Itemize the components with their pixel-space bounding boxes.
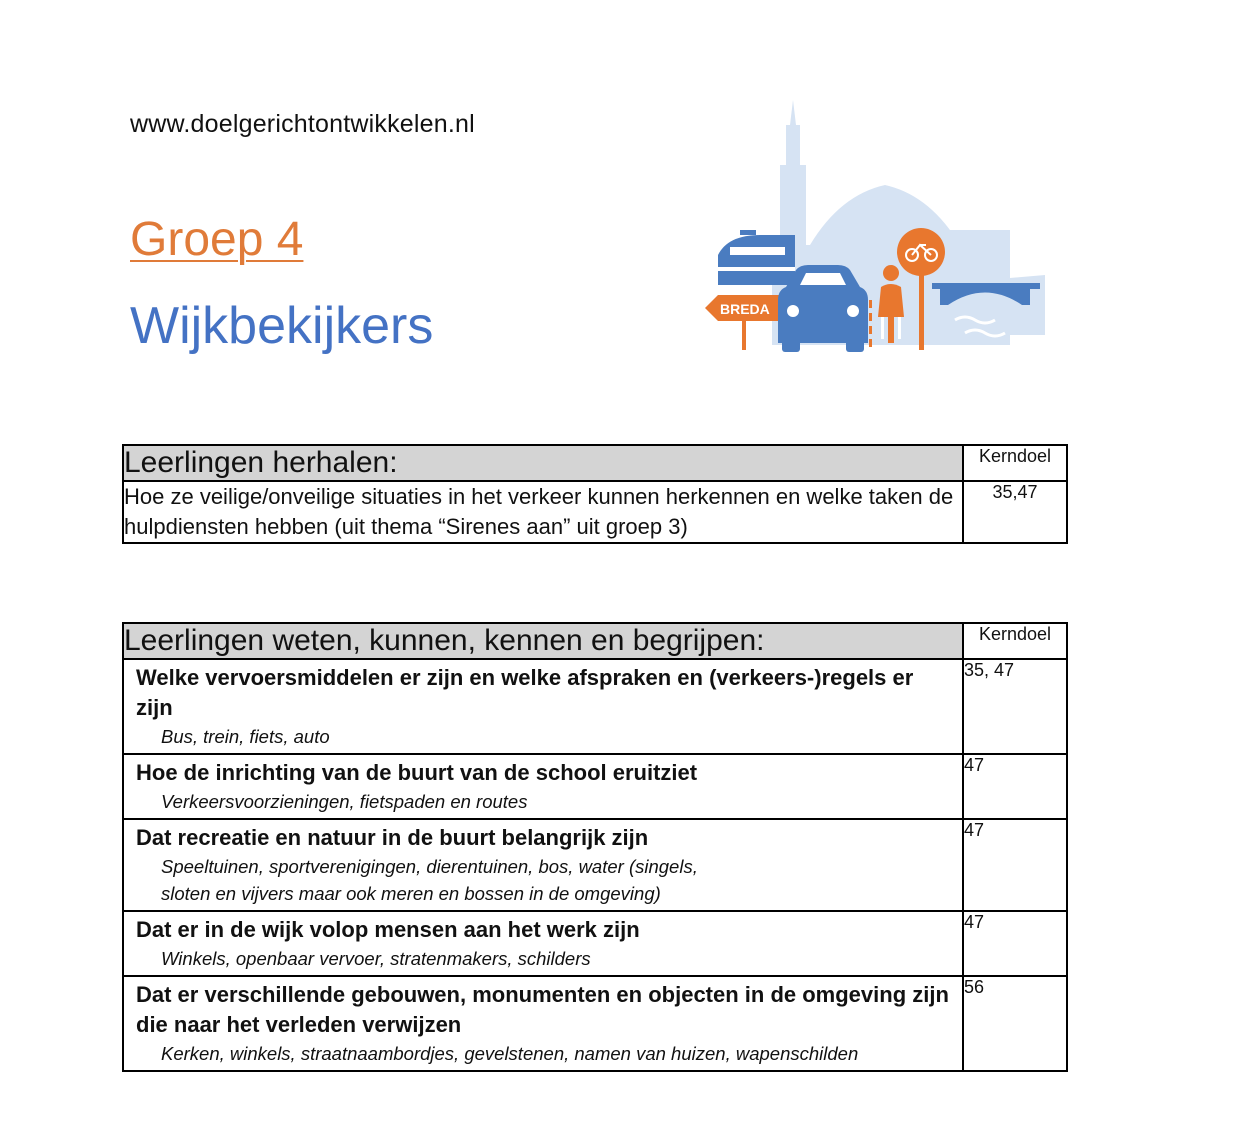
goal-examples: Verkeersvoorzieningen, fietspaden en routes	[161, 791, 528, 812]
table-row	[123, 659, 1067, 754]
kerndoel-header: Kerndoel	[963, 445, 1067, 481]
table-row	[123, 819, 1067, 911]
table-header-row	[123, 623, 1067, 659]
kerndoel-value: 47	[963, 819, 1067, 911]
goal-examples: Winkels, openbaar vervoer, stratenmakers, schilders	[161, 948, 591, 969]
breda-sign-icon	[705, 295, 782, 350]
kerndoel-value: 56	[963, 976, 1067, 1071]
kerndoel-value: 35, 47	[963, 659, 1067, 754]
traffic-city-illustration	[700, 95, 1045, 355]
table-row	[123, 976, 1067, 1071]
kerndoel-value: 47	[963, 911, 1067, 976]
table-row	[123, 911, 1067, 976]
table-row	[123, 481, 1067, 543]
table-header-row	[123, 445, 1067, 481]
goals-table-header: Leerlingen weten, kunnen, kennen en begrijpen:	[123, 623, 963, 659]
goal-title: Dat recreatie en natuur in de buurt belangrijk zijn	[136, 825, 649, 850]
goal-title: Hoe de inrichting van de buurt van de school eruitziet	[136, 760, 698, 785]
group-title: Groep 4	[130, 213, 304, 266]
goals-table	[122, 622, 1068, 1072]
goal-title: Welke vervoersmiddelen er zijn en welke afspraken en (verkeers-)regels er zijn	[136, 665, 914, 720]
repeat-table-header: Leerlingen herhalen:	[123, 445, 963, 481]
repeat-table	[122, 444, 1068, 544]
kerndoel-header: Kerndoel	[963, 623, 1067, 659]
goal-text: Hoe ze veilige/onveilige situaties in het verkeer kunnen herkennen en welke taken de hulpdiensten hebben (uit thema “Sirenes aan” uit groep 3)	[123, 481, 963, 543]
goal-title: Dat er verschillende gebouwen, monumenten en objecten in de omgeving zijn die naar het verleden verwijzen	[136, 982, 949, 1037]
goal-title: Dat er in de wijk volop mensen aan het werk zijn	[136, 917, 640, 942]
goal-examples: Speeltuinen, sportverenigingen, dierentuinen, bos, water (singels, sloten en vijvers maar ook meren en bossen in de omgeving)	[161, 856, 698, 904]
goal-examples: Kerken, winkels, straatnaambordjes, gevelstenen, namen van huizen, wapenschilden	[161, 1043, 859, 1064]
website-url: www.doelgerichtontwikkelen.nl	[130, 110, 475, 138]
table-row	[123, 754, 1067, 819]
car-icon	[778, 265, 868, 352]
breda-sign-text: BREDA	[720, 301, 770, 317]
train-icon	[718, 230, 795, 285]
kerndoel-value: 35,47	[963, 481, 1067, 543]
kerndoel-value: 47	[963, 754, 1067, 819]
goal-examples: Bus, trein, fiets, auto	[161, 726, 330, 747]
theme-title: Wijkbekijkers	[130, 297, 434, 355]
